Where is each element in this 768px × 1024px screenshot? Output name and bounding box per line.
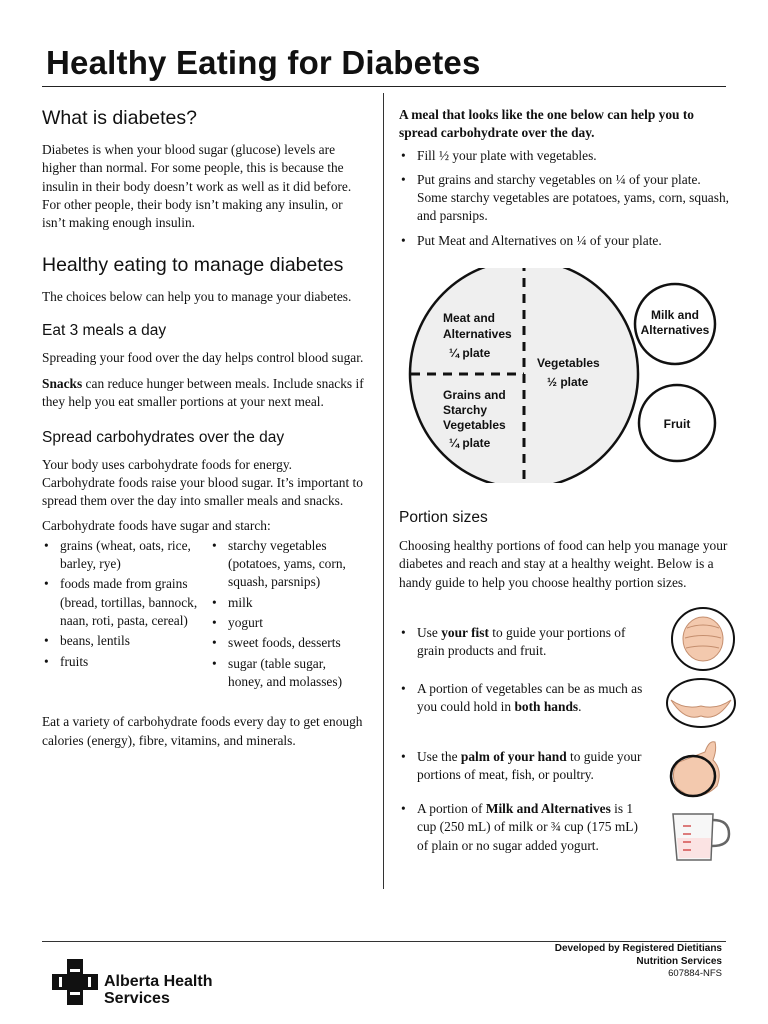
what-is-diabetes-text: Diabetes is when your blood sugar (glucose) levels are higher than normal. For some people, this is because the insulin in their body doesn’t work as well as it did before. For other people, their body isn’t making any insulin, or isn’t making enough insulin. bbox=[42, 142, 352, 231]
fist-icon bbox=[669, 606, 739, 672]
plate-diagram bbox=[405, 268, 735, 483]
meal-bullet: • Fill ½ your plate with vegetables. bbox=[399, 147, 729, 165]
footer-divider bbox=[42, 941, 726, 942]
eat-3-meals-text: Spreading your food over the day helps control blood sugar. bbox=[42, 349, 364, 365]
measuring-cup-icon bbox=[667, 808, 735, 864]
grains-fraction: ¼ plate bbox=[449, 436, 491, 450]
what-is-diabetes-heading: What is diabetes? bbox=[42, 107, 198, 129]
portion-item: • A portion of Milk and Alternatives is 1 cup (250 mL) of milk or ¾ cup (175 mL) of plain or no sugar added yogurt. bbox=[399, 800, 729, 855]
title-divider bbox=[42, 86, 726, 87]
meal-intro: A meal that looks like the one below can help you to spread carbohydrate over the day. bbox=[399, 107, 694, 141]
snacks-bold: Snacks bbox=[42, 376, 83, 392]
portion-sizes-heading: Portion sizes bbox=[399, 509, 488, 526]
eat-3-meals-heading: Eat 3 meals a day bbox=[42, 321, 167, 339]
logo-text-line-1: Alberta Health bbox=[104, 973, 213, 990]
meat-fraction: ¼ plate bbox=[449, 346, 491, 360]
portion-item: • A portion of vegetables can be as much as you could hold in both hands. bbox=[399, 680, 729, 717]
carb-food-item: • fruits bbox=[42, 653, 210, 671]
spread-carbs-heading: Spread carbohydrates over the day bbox=[42, 428, 285, 446]
grains-label-1: Grains and bbox=[443, 388, 506, 402]
carb-food-item: • foods made from grains (bread, tortillas, bannock, naan, roti, pasta, cereal) bbox=[42, 575, 210, 630]
grains-label-2: Starchy bbox=[443, 403, 488, 417]
footer-credits bbox=[555, 943, 722, 981]
portion-guide bbox=[399, 600, 729, 870]
grains-label-3: Vegetables bbox=[443, 418, 506, 432]
portion-section bbox=[399, 508, 729, 592]
meal-bullets bbox=[399, 147, 729, 250]
carb-food-item: • starchy vegetables (potatoes, yams, corn, squash, parsnips) bbox=[210, 537, 364, 592]
carb-foods-list bbox=[42, 537, 364, 693]
column-divider bbox=[383, 93, 384, 889]
manage-diabetes-text: The choices below can help you to manage your diabetes. bbox=[42, 289, 352, 305]
page-title: Healthy Eating for Diabetes bbox=[46, 44, 481, 81]
carb-food-item: • yogurt bbox=[210, 614, 364, 632]
left-column bbox=[42, 106, 364, 750]
carb-food-item: • grains (wheat, oats, rice, barley, rye) bbox=[42, 537, 210, 574]
carb-food-item: • beans, lentils bbox=[42, 632, 210, 650]
carb-list-column-1 bbox=[42, 537, 210, 693]
meal-bullet: • Put Meat and Alternatives on ¼ of your plate. bbox=[399, 232, 729, 250]
fruit-label: Fruit bbox=[663, 417, 691, 431]
carb-food-item: • sweet foods, desserts bbox=[210, 634, 364, 652]
footer-dept-line: Nutrition Services bbox=[636, 955, 722, 967]
alberta-health-services-logo bbox=[50, 957, 220, 1007]
carb-list-column-2 bbox=[210, 537, 364, 693]
logo-text-line-2: Services bbox=[104, 990, 170, 1007]
meat-label-2: Alternatives bbox=[443, 327, 512, 341]
ahs-cross-icon bbox=[50, 957, 100, 1007]
carb-food-item: • milk bbox=[210, 594, 364, 612]
portion-sizes-text: Choosing healthy portions of food can help you manage your diabetes and reach and stay at a healthy weight. Below is a handy guide to help you choose healthy portion sizes. bbox=[399, 538, 728, 590]
both-hands-icon bbox=[665, 676, 737, 730]
milk-label-1: Milk and bbox=[650, 308, 700, 322]
meat-label-1: Meat and bbox=[443, 311, 496, 325]
document-code: 607884-NFS bbox=[668, 968, 722, 979]
meal-bullet: • Put grains and starchy vegetables on ¼ of your plate. Some starchy vegetables are potatoes, yams, corn, squash, and parsnips. bbox=[399, 171, 729, 226]
veg-label: Vegetables bbox=[537, 356, 600, 370]
manage-diabetes-heading: Healthy eating to manage diabetes bbox=[42, 254, 344, 277]
snacks-rest: can reduce hunger between meals. Include snacks if they help you eat smaller portions at your next meal. bbox=[42, 376, 364, 410]
right-column bbox=[399, 106, 729, 256]
carb-food-item: • sugar (table sugar, honey, and molasses) bbox=[210, 655, 364, 692]
veg-fraction: ½ plate bbox=[547, 375, 589, 389]
carb-foods-closing: Eat a variety of carbohydrate foods every day to get enough calories (energy), fibre, vitamins, and minerals. bbox=[42, 714, 363, 748]
snacks-text bbox=[42, 375, 364, 412]
footer-credit-line: Developed by Registered Dietitians bbox=[554, 943, 722, 954]
spread-carbs-text: Your body uses carbohydrate foods for energy. Carbohydrate foods raise your blood sugar. It’s important to spread them over the day into smaller meals and snacks. bbox=[42, 456, 363, 509]
palm-icon bbox=[665, 736, 727, 802]
carb-foods-intro: Carbohydrate foods have sugar and starch: bbox=[42, 517, 271, 533]
portion-item: • Use the palm of your hand to guide your portions of meat, fish, or poultry. bbox=[399, 748, 729, 785]
portion-item: • Use your fist to guide your portions of grain products and fruit. bbox=[399, 624, 729, 661]
milk-label-2: Alternatives bbox=[640, 323, 710, 337]
